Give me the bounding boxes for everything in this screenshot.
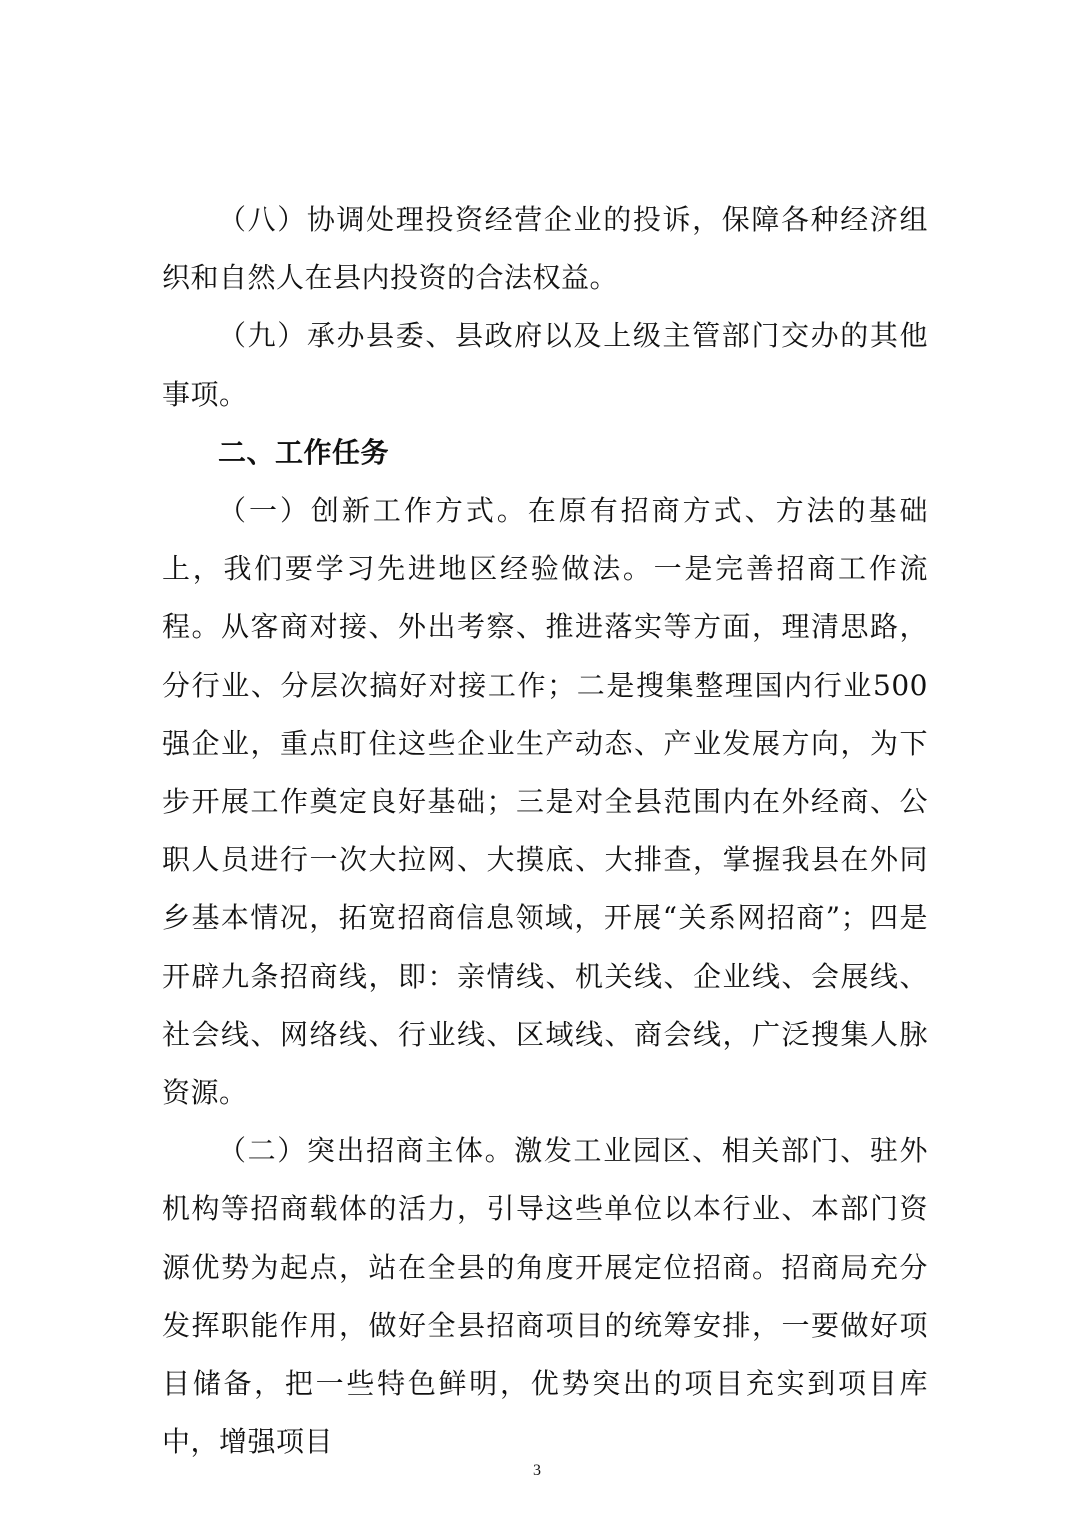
document-body [162, 191, 928, 1471]
paragraph-item-9: （九）承办县委、县政府以及上级主管部门交办的其他事项。 [162, 319, 928, 411]
paragraph-item-8: （八）协调处理投资经营企业的投诉，保障各种经济组织和自然人在县内投资的合法权益。 [162, 203, 928, 295]
paragraph-task-2: （二）突出招商主体。激发工业园区、相关部门、驻外机构等招商载体的活力，引导这些单位以本行业、本部门资源优势为起点，站在全县的角度开展定位招商。招商局充分发挥职能作用，做好全县招商项目的统筹安排，一要做好项目储备，把一些特色鲜明，优势突出的项目充实到项目库中，增强项目 [162, 1134, 928, 1459]
section-heading-work-tasks: 二、工作任务 [218, 435, 390, 469]
page-number: 3 [533, 1462, 541, 1479]
paragraph-task-1: （一）创新工作方式。在原有招商方式、方法的基础上，我们要学习先进地区经验做法。一是完善招商工作流程。从客商对接、外出考察、推进落实等方面，理清思路，分行业、分层次搞好对接工作；二是搜集整理国内行业500强企业，重点盯住这些企业生产动态、产业发展方向，为下步开展工作奠定良好基础；三是对全县范围内在外经商、公职人员进行一次大拉网、大摸底、大排查，掌握我县在外同乡基本情况，拓宽招商信息领域，开展“关系网招商”；四是开辟九条招商线，即：亲情线、机关线、企业线、会展线、社会线、网络线、行业线、区域线、商会线，广泛搜集人脉资源。 [162, 494, 928, 1110]
